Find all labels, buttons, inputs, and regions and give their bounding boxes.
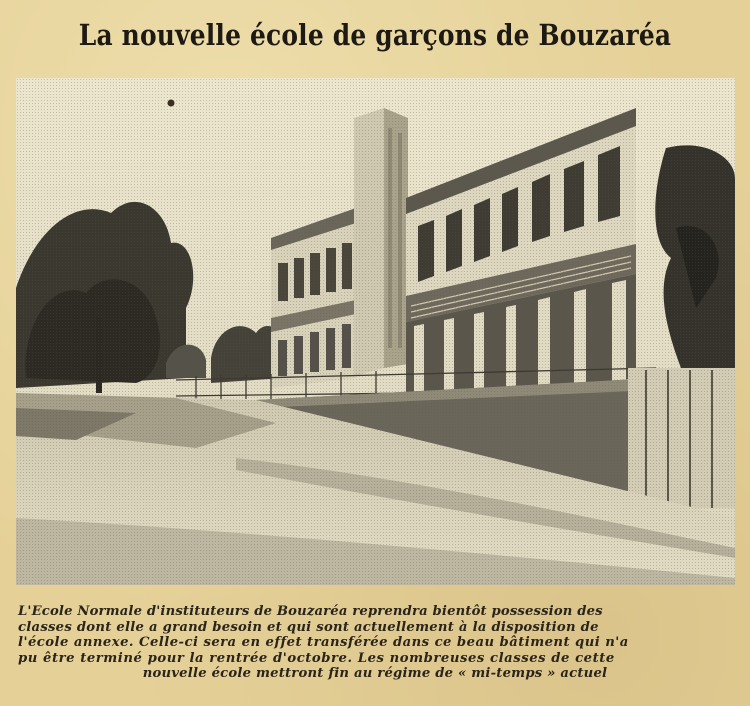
- caption-line-4: pu être terminé pour la rentrée d'octobre. Les nombreuses classes de cette: [18, 650, 615, 666]
- article-headline: La nouvelle école de garçons de Bouzaréa: [78, 18, 672, 52]
- ink-speck: [168, 100, 175, 107]
- halftone-texture: [16, 78, 735, 585]
- photo-caption: [18, 604, 732, 682]
- school-building-photo: [16, 78, 735, 585]
- caption-line-1: L'Ecole Normale d'instituteurs de Bouzaréa reprendra bientôt possession des: [18, 604, 603, 619]
- caption-line-2: classes dont elle a grand besoin et qui sont actuellement à la disposition de: [18, 619, 599, 635]
- caption-line-3: l'école annexe. Celle-ci sera en effet transférée dans ce beau bâtiment qui n'a: [18, 635, 629, 651]
- caption-line-5: nouvelle école mettront fin au régime de « mi-temps » actuel: [142, 666, 608, 682]
